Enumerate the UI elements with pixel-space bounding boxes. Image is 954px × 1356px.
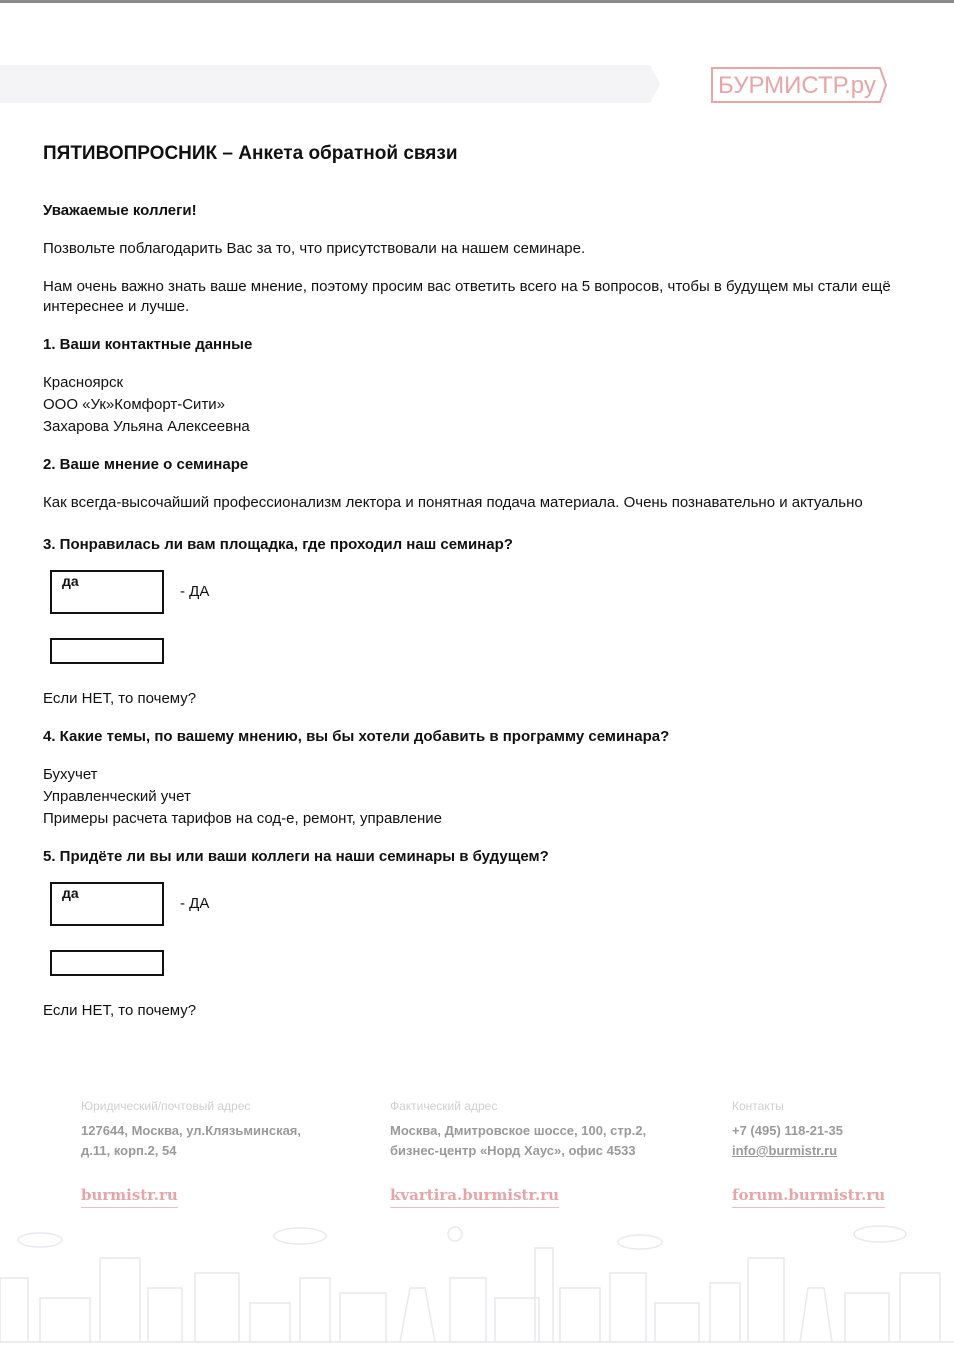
q4-topic-tariffs: Примеры расчета тарифов на сод-е, ремонт, управление (43, 810, 443, 827)
greeting: Уважаемые коллеги! (43, 202, 197, 219)
q5-no-field[interactable] (50, 950, 164, 976)
footer-legal-line2: д.11, корп.2, 54 (81, 1143, 177, 1158)
q1-person: Захарова Ульяна Алексеевна (43, 418, 250, 435)
footer-link-burmistr[interactable]: burmistr.ru (81, 1186, 178, 1208)
page-title: ПЯТИВОПРОСНИК – Анкета обратной связи (43, 143, 458, 164)
q2-heading: 2. Ваше мнение о семинаре (43, 456, 249, 473)
q4-topic-accounting: Бухучет (43, 766, 98, 783)
q4-topic-management-accounting: Управленческий учет (43, 788, 191, 805)
cityscape-illustration (0, 1218, 954, 1356)
q3-no-field[interactable] (50, 638, 164, 664)
footer-contacts-label: Контакты (732, 1099, 784, 1113)
q3-yes-field[interactable] (50, 570, 164, 614)
footer-link-kvartira[interactable]: kvartira.burmistr.ru (390, 1186, 559, 1208)
footer-phone[interactable]: +7 (495) 118-21-35 (732, 1123, 843, 1138)
footer-email[interactable]: info@burmistr.ru (732, 1143, 838, 1158)
q3-yes-label: - ДА (180, 583, 210, 600)
top-rule (0, 0, 954, 3)
q5-yes-label: - ДА (180, 895, 210, 912)
intro-paragraph-1: Позвольте поблагодарить Вас за то, что присутствовали на нашем семинаре. (43, 240, 586, 257)
logo-text: БУРМИСТР.ру (718, 72, 876, 99)
q5-why-not: Если НЕТ, то почему? (43, 1002, 197, 1019)
intro-paragraph-2: Нам очень важно знать ваше мнение, поэтому просим вас ответить всего на 5 вопросов, чтобы в будущем мы стали ещё интереснее и лучше. (43, 278, 891, 315)
footer-actual-line1: Москва, Дмитровское шоссе, 100, стр.2, (390, 1123, 647, 1138)
footer-actual-line2: бизнес-центр «Норд Хаус», офис 4533 (390, 1143, 636, 1158)
q5-yes-value: да (62, 885, 79, 901)
q2-answer: Как всегда-высочайший профессионализм лектора и понятная подача материала. Очень познавательно и актуально (43, 494, 863, 511)
burmistr-logo (710, 66, 888, 104)
footer-actual-label: Фактический адрес (390, 1099, 498, 1113)
q1-heading: 1. Ваши контактные данные (43, 336, 253, 353)
footer-link-forum[interactable]: forum.burmistr.ru (732, 1186, 885, 1208)
q5-yes-field[interactable] (50, 882, 164, 926)
footer-legal-label: Юридический/почтовый адрес (81, 1099, 251, 1113)
q5-heading: 5. Придёте ли вы или ваши коллеги на наши семинары в будущем? (43, 848, 549, 865)
q3-why-not: Если НЕТ, то почему? (43, 690, 197, 707)
q4-heading: 4. Какие темы, по вашему мнению, вы бы хотели добавить в программу семинара? (43, 728, 670, 745)
q1-organization: ООО «Ук»Комфорт-Сити» (43, 396, 226, 413)
header-banner (0, 65, 660, 103)
q3-yes-value: да (62, 573, 79, 589)
q1-city: Красноярск (43, 374, 124, 391)
footer-legal-line1: 127644, Москва, ул.Клязьминская, (81, 1123, 301, 1138)
q3-heading: 3. Понравилась ли вам площадка, где проходил наш семинар? (43, 536, 513, 553)
